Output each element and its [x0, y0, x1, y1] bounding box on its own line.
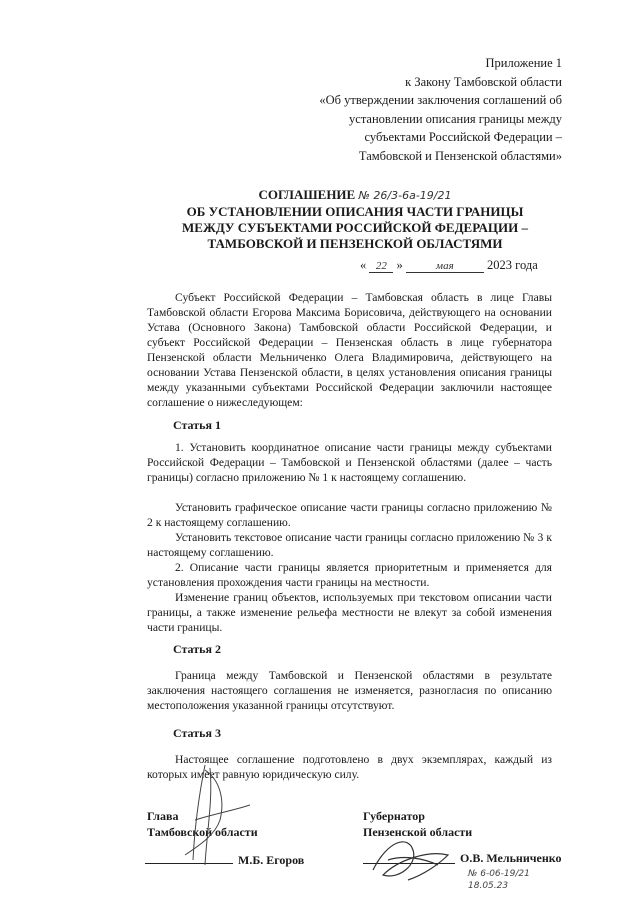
- appendix-line: установлении описания границы между: [349, 111, 562, 126]
- article-1-heading: Статья 1: [173, 418, 221, 432]
- article-1-paragraph: Изменение границ объектов, используемых при текстовом описании части границы, а также изменение рельефа местности не влекут за собой изменения части границы.: [147, 591, 552, 634]
- appendix-line: «Об утверждении заключения соглашений об: [319, 93, 562, 107]
- right-title-line: Пензенской области: [363, 825, 473, 839]
- left-signature-scribble: [165, 760, 255, 870]
- right-signatory-name: О.В. Мельниченко: [460, 851, 562, 865]
- appendix-line: субъектами Российской Федерации –: [364, 130, 562, 144]
- left-title-line: Глава: [147, 809, 179, 823]
- article-1-paragraph: Установить графическое описание части границы согласно приложению № 2 к настоящему соглашению.: [147, 501, 552, 529]
- handwritten-note-line: № 6-06-19/21: [468, 869, 530, 879]
- title-line: МЕЖДУ СУБЪЕКТАМИ РОССИЙСКОЙ ФЕДЕРАЦИИ –: [182, 220, 528, 235]
- article-3-paragraph: Настоящее соглашение подготовлено в двух экземплярах, каждый из которых имеет равную юридическую силу.: [147, 753, 552, 781]
- date-line: [360, 258, 550, 273]
- date-day: 22: [369, 260, 393, 273]
- article-1-paragraph: 1. Установить координатное описание части границы между субъектами Российской Федерации – Тамбовской и Пензенской областями (далее – часть границы) согласно приложению № 1 к настоящему соглашению.: [147, 441, 552, 484]
- preamble: Субъект Российской Федерации – Тамбовская область в лице Главы Тамбовской области Егорова Максима Борисовича, действующего на основании Устава (Основного Закона) Тамбовской области Российской Федерации, и субъект Российской Федерации – Пензенская область в лице губернатора Пензенской области Мельниченко Олега Владимировича, действующего на основании Устава Пензенской области, в целях установления описания границы между указанными субъектами Российской Федерации заключили настоящее соглашение о нижеследующем:: [147, 291, 552, 409]
- article-2-heading: Статья 2: [173, 642, 221, 656]
- left-title-line: Тамбовской области: [147, 825, 258, 839]
- article-1-paragraph: 2. Описание части границы является приоритетным и применяется для установления прохождения части границы на местности.: [147, 561, 552, 589]
- document-title: [150, 187, 560, 252]
- article-3-heading: Статья 3: [173, 726, 221, 740]
- handwritten-note-line: 18.05.23: [468, 881, 509, 891]
- appendix-line: Приложение 1: [485, 56, 562, 70]
- right-signature-scribble: [368, 830, 458, 890]
- appendix-line: Тамбовской и Пензенской областями»: [358, 148, 562, 163]
- title-line: ОБ УСТАНОВЛЕНИИ ОПИСАНИЯ ЧАСТИ ГРАНИЦЫ: [186, 204, 524, 219]
- date-year: 2023 года: [487, 258, 538, 272]
- date-month: мая: [406, 260, 484, 273]
- right-handwritten-note: [468, 868, 530, 892]
- quote-close: »: [396, 258, 403, 272]
- title-word: СОГЛАШЕНИЕ: [258, 187, 356, 202]
- article-2-paragraph: Граница между Тамбовской и Пензенской областями в результате заключения настоящего соглашения не изменяется, разногласия по описанию местоположения указанной границы отсутствуют.: [147, 669, 552, 712]
- article-1-paragraph: Установить текстовое описание части границы согласно приложению № 3 к настоящему соглашению.: [147, 531, 552, 559]
- quote-open: «: [360, 258, 367, 272]
- appendix-header: [232, 54, 562, 165]
- right-title-line: Губернатор: [363, 809, 425, 823]
- appendix-line: к Закону Тамбовской области: [405, 74, 562, 89]
- left-signatory-name: М.Б. Егоров: [238, 853, 305, 867]
- title-line: ТАМБОВСКОЙ И ПЕНЗЕНСКОЙ ОБЛАСТЯМИ: [207, 236, 503, 251]
- handwritten-number: № 26/3-6а-19/21: [358, 189, 452, 202]
